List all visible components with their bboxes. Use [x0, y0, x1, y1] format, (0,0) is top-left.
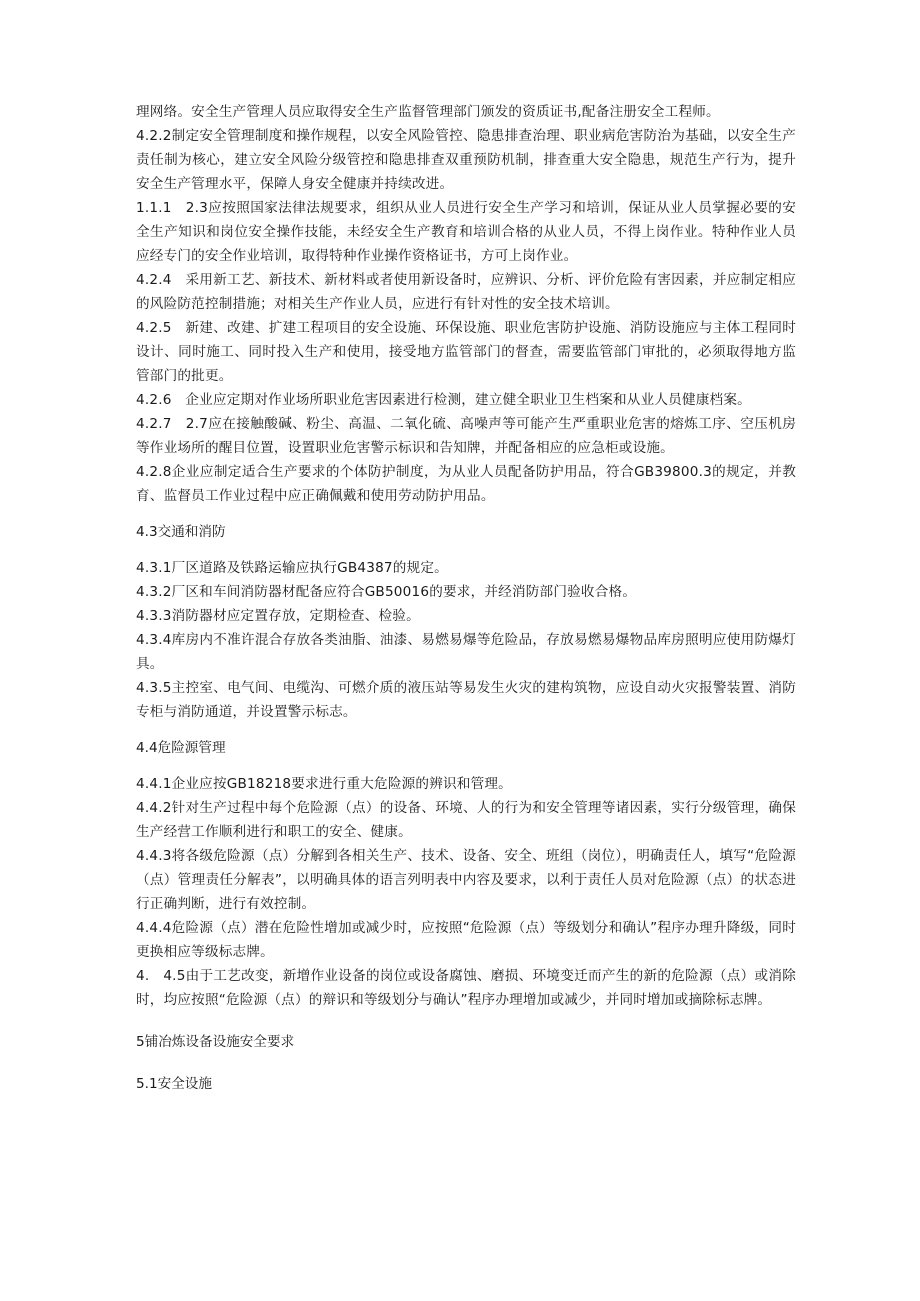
- paragraph: 1.1.1 2.3应按照国家法律法规要求，组织从业人员进行安全生产学习和培训，保证从业人员掌握必要的安全生产知识和岗位安全操作技能，未经安全生产教育和培训合格的从业人员，不得上岗作业。特种作业人员应经专门的安全作业培训，取得特种作业操作资格证书，方可上岗作业。: [136, 200, 796, 264]
- list-item: 4.4.2针对生产过程中每个危险源（点）的设备、环境、人的行为和安全管理等诸因素，实行分级管理，确保生产经营工作顺利进行和职工的安全、健康。: [136, 800, 796, 840]
- list-item: 4.4.4危险源（点）潜在危险性增加或减少时，应按照“危险源（点）等级划分和确认”程序办理升降级，同时更换相应等级标志牌。: [136, 920, 796, 960]
- paragraph: 理网络。安全生产管理人员应取得安全生产监督管理部门颁发的资质证书,配备注册安全工程师。: [136, 104, 720, 120]
- list-item: 4.3.1厂区道路及铁路运输应执行GB4387的规定。: [136, 560, 448, 576]
- list-item: 4.4.3将各级危险源（点）分解到各相关生产、技术、设备、安全、班组（岗位），明确责任人，填写“危险源（点）管理责任分解表”，以明确具体的语言列明表中内容及要求，以利于责任人员对危险源（点）的状态进行正确判断，进行有效控制。: [136, 848, 796, 912]
- section-heading-4-4: 4.4危险源管理: [136, 740, 226, 756]
- paragraph: 4.2.5 新建、改建、扩建工程项目的安全设施、环保设施、职业危害防护设施、消防设施应与主体工程同时设计、同时施工、同时投入生产和使用，接受地方监管部门的督查，需要监管部门审批的，必须取得地方监管部门的批更。: [136, 320, 796, 384]
- paragraph: 4.2.2制定安全管理制度和操作规程，以安全风险管控、隐患排查治理、职业病危害防治为基础，以安全生产责任制为核心，建立安全风险分级管控和隐患排查双重预防机制，排查重大安全隐患，规范生产行为，提升安全生产管理水平，保障人身安全健康并持续改进。: [136, 128, 796, 192]
- list-item: 4.3.2厂区和车间消防器材配备应符合GB50016的要求，并经消防部门验收合格。: [136, 584, 637, 600]
- paragraph: 4.2.7 2.7应在接触酸碱、粉尘、高温、二氧化硫、高噪声等可能产生严重职业危害的熔炼工序、空压机房等作业场所的醒目位置，设置职业危害警示标识和告知牌，并配备相应的应急柜或设施。: [136, 416, 796, 456]
- section-heading-5: 5铺冶炼设备设施安全要求: [136, 1034, 295, 1050]
- section-heading-4-3: 4.3交通和消防: [136, 524, 226, 540]
- list-item: 4. 4.5由于工艺改变，新增作业设备的岗位或设备腐蚀、磨损、环境变迁而产生的新的危险源（点）或消除时，均应按照“危险源（点）的辩识和等级划分与确认”程序办理增加或减少，并同时增加或摘除标志牌。: [136, 968, 796, 1008]
- list-item: 4.4.1企业应按GB18218要求进行重大危险源的辨识和管理。: [136, 776, 512, 792]
- list-item: 4.3.5主控室、电气间、电缆沟、可燃介质的液压站等易发生火灾的建构筑物，应设自动火灾报警装置、消防专柜与消防通道，并设置警示标志。: [136, 680, 796, 720]
- paragraph: 4.2.8企业应制定适合生产要求的个体防护制度，为从业人员配备防护用品，符合GB39800.3的规定，并教育、监督员工作业过程中应正确佩戴和使用劳动防护用品。: [136, 464, 796, 504]
- list-item: 4.3.3消防器材应定置存放，定期检查、检验。: [136, 608, 420, 624]
- section-heading-5-1: 5.1安全设施: [136, 1076, 212, 1092]
- paragraph: 4.2.4 采用新工艺、新技术、新材料或者使用新设备时，应辨识、分析、评价危险有害因素，并应制定相应的风险防范控制措施；对相关生产作业人员，应进行有针对性的安全技术培训。: [136, 272, 796, 312]
- document-body: [136, 100, 796, 1096]
- paragraph: 4.2.6 企业应定期对作业场所职业危害因素进行检测，建立健全职业卫生档案和从业人员健康档案。: [136, 392, 751, 408]
- list-item: 4.3.4库房内不准许混合存放各类油脂、油漆、易燃易爆等危险品，存放易燃易爆物品库房照明应使用防爆灯具。: [136, 632, 796, 672]
